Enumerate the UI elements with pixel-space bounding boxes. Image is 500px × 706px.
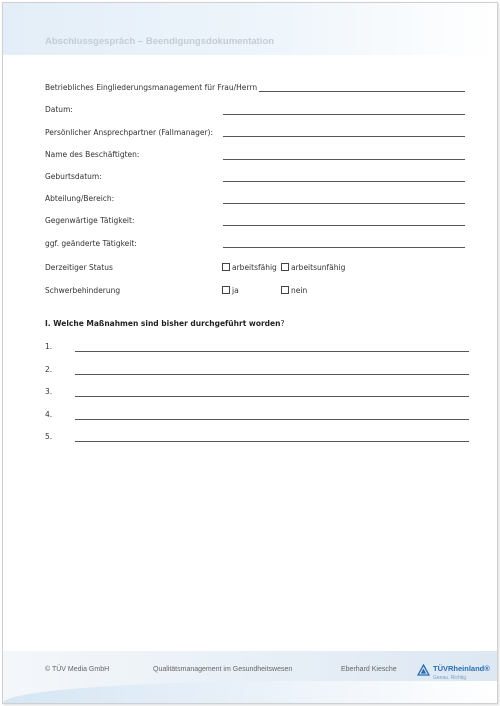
disability-option-ja[interactable] — [222, 286, 239, 300]
status-label: Derzeitiger Status — [45, 263, 113, 272]
field-label-name: Name des Beschäftigten: — [45, 150, 140, 159]
logo-tagline: Genau. Richtig. — [433, 675, 468, 681]
section-heading — [45, 319, 284, 328]
field-label-abteilung: Abteilung/Bereich: — [45, 194, 115, 203]
field-line-abteilung[interactable] — [223, 203, 465, 204]
status-option-arbeitsunfaehig[interactable] — [281, 263, 345, 277]
disability-option2-label: nein — [291, 286, 308, 295]
status-option1-label: arbeitsfähig — [232, 263, 277, 272]
disability-option-nein[interactable] — [281, 286, 307, 300]
list-number-3: 3. — [45, 387, 53, 396]
list-number-5: 5. — [45, 432, 53, 441]
field-label-datum: Datum: — [45, 105, 73, 114]
field-label-bem: Betriebliches Eingliederungsmanagement für Frau/Herrn — [45, 83, 258, 92]
list-number-1: 1. — [45, 342, 53, 351]
header-band — [3, 3, 497, 55]
checkbox-arbeitsfaehig[interactable] — [222, 263, 230, 271]
field-line-ansprechpartner[interactable] — [223, 136, 465, 137]
field-line-bem[interactable] — [259, 91, 465, 92]
section-heading-suffix: ? — [280, 319, 285, 328]
disability-label: Schwerbehinderung — [45, 286, 121, 295]
footer-author: Eberhard Kiesche — [341, 666, 397, 673]
list-number-2: 2. — [45, 365, 53, 374]
list-line-3[interactable] — [75, 396, 469, 397]
status-option2-label: arbeitsunfähig — [291, 263, 346, 272]
checkbox-nein[interactable] — [281, 286, 289, 294]
field-line-datum[interactable] — [223, 114, 465, 115]
field-label-geburtsdatum: Geburtsdatum: — [45, 172, 102, 181]
footer-copyright: © TÜV Media GmbH — [45, 666, 110, 673]
logo-name: TÜVRheinland® — [433, 664, 490, 673]
field-label-taetigkeit: Gegenwärtige Tätigkeit: — [45, 216, 135, 225]
list-line-1[interactable] — [75, 351, 469, 352]
field-line-geburtsdatum[interactable] — [223, 181, 465, 182]
status-option-arbeitsfaehig[interactable] — [222, 263, 277, 277]
field-line-geaenderte-taetigkeit[interactable] — [223, 247, 465, 248]
field-line-name[interactable] — [223, 159, 465, 160]
page-title: Abschlussgespräch – Beendigungsdokumentation — [45, 36, 275, 47]
list-line-5[interactable] — [75, 441, 469, 442]
field-label-ansprechpartner: Persönlicher Ansprechpartner (Fallmanager): — [45, 128, 213, 137]
triangle-logo-icon — [417, 664, 430, 676]
section-heading-text: I. Welche Maßnahmen sind bisher durchgeführt worden — [45, 319, 281, 328]
list-line-4[interactable] — [75, 419, 469, 420]
checkbox-ja[interactable] — [222, 286, 230, 294]
disability-option1-label: ja — [232, 286, 239, 295]
field-line-taetigkeit[interactable] — [223, 225, 465, 226]
checkbox-arbeitsunfaehig[interactable] — [281, 263, 289, 271]
document-page — [2, 2, 498, 704]
list-number-4: 4. — [45, 410, 53, 419]
footer-topic: Qualitätsmanagement im Gesundheitswesen — [153, 666, 293, 673]
tuv-logo — [417, 662, 497, 688]
list-line-2[interactable] — [75, 374, 469, 375]
field-label-geaenderte-taetigkeit: ggf. geänderte Tätigkeit: — [45, 239, 137, 248]
